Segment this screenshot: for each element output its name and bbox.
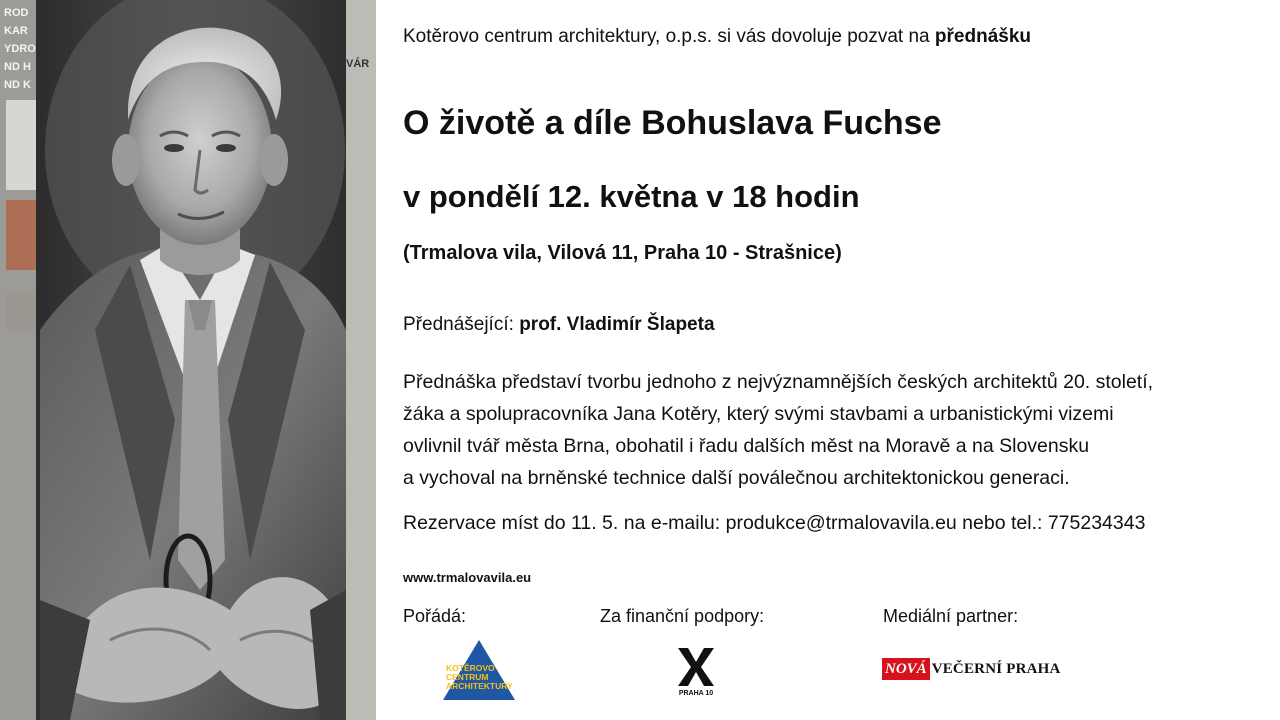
portrait-illustration [0,0,376,720]
kca-logo-line: ARCHITEKTURY [446,681,513,691]
wall-lettering-right [346,58,369,70]
wall-letter: ND H [4,61,31,73]
description-line: žáka a spolupracovníka Jana Kotěry, který svými stavbami a urbanistickými vizemi [403,403,1114,425]
lecture-description [403,366,1153,494]
praha10-x-icon [674,646,718,688]
lecture-date: v pondělí 12. května v 18 hodin [403,179,860,214]
wall-letter: KAR [4,25,28,37]
vecerni-praha-text: VEČERNÍ PRAHA [931,660,1061,677]
intro-line [403,26,1031,48]
reservation-info: Rezervace míst do 11. 5. na e-mailu: produkce@trmalovavila.eu nebo tel.: 775234343 [403,512,1146,534]
praha10-logo-text: PRAHA 10 [678,690,714,697]
kca-logo-line: KOTĚROVO [446,663,495,673]
praha10-logo [674,646,718,702]
lecturer-name: prof. Vladimír Šlapeta [519,314,715,335]
media-label: Mediální partner: [883,606,1019,626]
nova-badge: NOVÁ [882,658,930,680]
wall-letter: YDRO [4,43,36,55]
support-label: Za finanční podpory: [600,606,765,626]
kca-logo-line: CENTRUM [446,672,489,682]
intro-emphasis: přednášku [934,26,1032,47]
lecture-title: O životě a díle Bohuslava Fuchse [403,104,942,142]
wall-letter: ND K [4,79,31,91]
lecturer-label: Přednášející: [403,314,514,335]
vecerni-praha-logo [882,657,1061,681]
lecture-venue: (Trmalova vila, Vilová 11, Praha 10 - Strašnice) [403,242,842,264]
kca-logo-text [446,664,513,691]
description-line: Přednáška představí tvorbu jednoho z nejvýznamnějších českých architektů 20. století, [403,371,1154,393]
wall-letter: ROD [4,7,29,19]
lecturer-line [403,314,715,336]
description-line: a vychoval na brněnské technice další poválečnou architektonickou generaci. [403,467,1070,489]
intro-text: Kotěrovo centrum architektury, o.p.s. si vás dovoluje pozvat na [403,26,930,47]
organizer-label: Pořádá: [403,606,467,626]
wall-letter: VÁR [346,58,370,70]
description-line: ovlivnil tvář města Brna, obohatil i řadu dalších měst na Moravě a na Slovensku [403,435,1090,457]
wall-lettering [4,4,36,94]
kca-logo [443,640,515,700]
website-link[interactable]: www.trmalovavila.eu [403,570,532,585]
portrait-photo [0,0,376,720]
